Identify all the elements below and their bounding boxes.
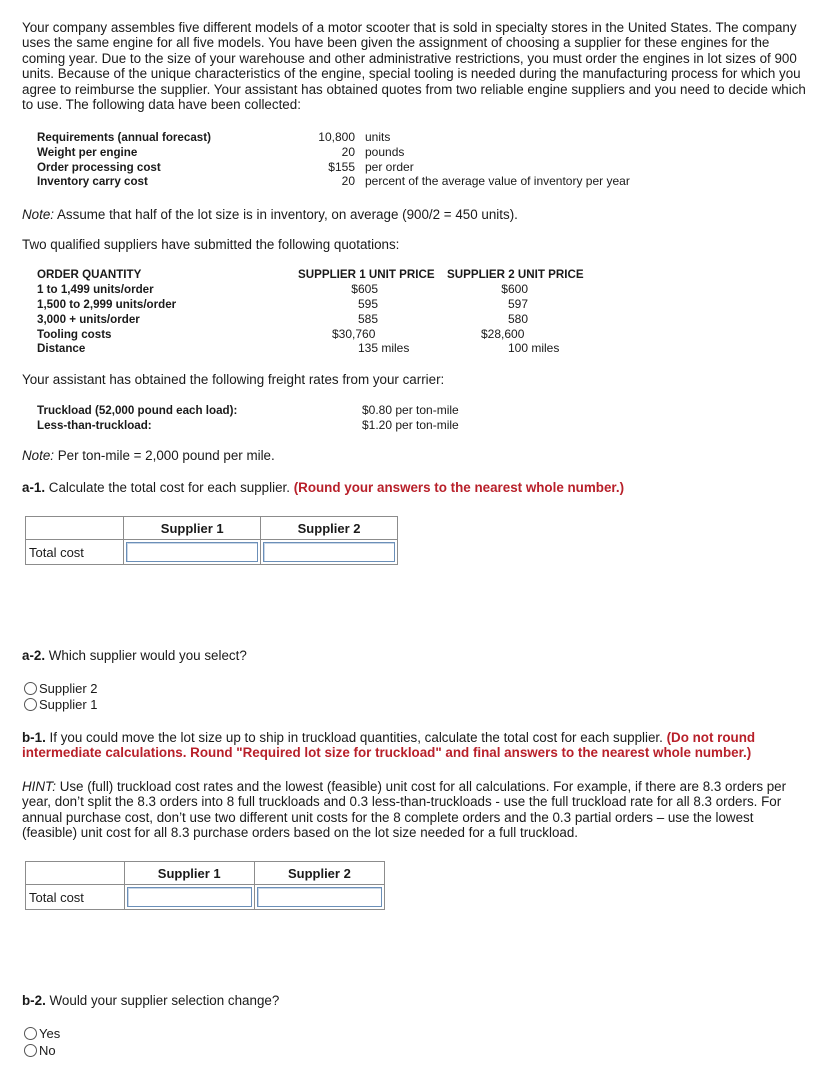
radio-button[interactable] [24,1044,37,1057]
radio-button[interactable] [24,698,37,711]
question-a1: a-1. Calculate the total cost for each supplier. (Round your answers to the nearest whole number.) [22,480,625,495]
freight-intro: Your assistant has obtained the following freight rates from your carrier: [22,372,445,387]
quote-supplier2-price: 580 [507,312,528,326]
question-a2: a-2. Which supplier would you select? [22,648,247,663]
answer-table-corner [26,517,124,540]
freight-label: Less-than-truckload: [37,419,152,432]
a1-supplier1-total-cost-input[interactable] [126,542,258,562]
quote-supplier1-price: 595 [357,297,378,311]
a1-supplier1-cell [124,540,261,565]
quote-supplier1-price: 585 [357,312,378,326]
quote-header-supplier2: SUPPLIER 2 UNIT PRICE [447,268,584,281]
freight-value: $1.20 per ton-mile [362,418,459,432]
requirement-value: $155 [328,160,355,174]
b1-supplier1-cell [124,885,254,910]
freight-value: $0.80 per ton-mile [362,403,459,417]
column-supplier1: Supplier 1 [124,862,254,885]
requirement-label: Requirements (annual forecast) [37,131,211,144]
question-b2: b-2. Would your supplier selection change? [22,993,280,1008]
quote-supplier1-distance: 135 miles [358,341,410,355]
b1-supplier2-total-cost-input[interactable] [257,887,382,907]
hint-paragraph: HINT: Use (full) truckload cost rates and the lowest (feasible) unit cost for all calculations. For example, if there are 8.3 orders per year, don’t split the 8.3 orders into 8 full truckloads and 0.3 less-than-truckloads - use the full truckload rate for all 8.3 orders. For annual purchase cost, don’t use two different unit costs for the 8 complete orders and the 0.3 partial orders – use the lowest (feasible) unit cost for all 8.3 purchase orders based on the lot size needed for a full truckload. [22,779,787,841]
radio-button[interactable] [24,1027,37,1040]
b1-supplier1-total-cost-input[interactable] [127,887,252,907]
question-b1: b-1. If you could move the lot size up to ship in truckload quantities, calculate the total cost for each supplier. (Do not round intermediate calculations. Round "Required lot size for truckload" and final answers to the nearest whole number.) [22,730,756,761]
column-supplier1: Supplier 1 [124,517,261,540]
requirement-value: 20 [341,174,355,188]
note-ton-mile: Note: Per ton-mile = 2,000 pound per mile. [22,448,275,463]
quote-supplier2-price: $600 [501,282,528,296]
a1-supplier2-cell [261,540,398,565]
note-lot-size: Note: Assume that half of the lot size is in inventory, on average (900/2 = 450 units). [22,207,518,222]
b1-supplier2-cell [254,885,384,910]
column-supplier2: Supplier 2 [261,517,398,540]
quote-supplier2-tooling: $28,600 [481,327,525,341]
row-total-cost: Total cost [26,885,125,910]
quote-supplier1-tooling: $30,760 [332,327,376,341]
requirement-unit: pounds [365,145,405,159]
quote-supplier1-price: $605 [351,282,378,296]
freight-label: Truckload (52,000 pound each load): [37,404,238,417]
a1-supplier2-total-cost-input[interactable] [263,542,395,562]
answer-table-corner [26,862,125,885]
requirement-unit: percent of the average value of inventory per year [365,174,630,188]
quote-row-label: 1 to 1,499 units/order [37,283,154,296]
answer-table-b1 [25,861,385,910]
requirement-label: Inventory carry cost [37,175,148,188]
requirement-unit: units [365,130,391,144]
quote-supplier2-price: 597 [507,297,528,311]
radio-button[interactable] [24,682,37,695]
requirement-value: 10,800 [318,130,355,144]
quote-row-label: Distance [37,342,86,355]
quote-header-quantity: ORDER QUANTITY [37,268,142,281]
answer-table-a1 [25,516,398,565]
quote-header-supplier1: SUPPLIER 1 UNIT PRICE [298,268,435,281]
a2-option-supplier2[interactable]: Supplier 2 [24,681,98,696]
quote-row-label: Tooling costs [37,328,112,341]
a2-option-supplier1[interactable]: Supplier 1 [24,697,98,712]
column-supplier2: Supplier 2 [254,862,384,885]
quote-supplier2-distance: 100 miles [508,341,560,355]
b2-option-no[interactable]: No [24,1043,56,1058]
requirement-unit: per order [365,160,414,174]
requirement-label: Order processing cost [37,161,161,174]
row-total-cost: Total cost [26,540,124,565]
quotes-intro: Two qualified suppliers have submitted the following quotations: [22,237,400,252]
intro-paragraph: Your company assembles five different models of a motor scooter that is sold in specialty stores in the United States. The company uses the same engine for all five models. You have been given the assignment of choosing a supplier for these engines for the coming year. Due to the size of your warehouse and other administrative restrictions, you must order the engines in lot sizes of 900 units. Because of the unique characteristics of the engine, special tooling is needed during the manufacturing process for which you agree to reimburse the supplier. Your assistant has obtained quotes from two reliable engine suppliers and you need to decide which to use. The following data have been collected: [22,20,806,113]
requirement-label: Weight per engine [37,146,138,159]
quote-row-label: 1,500 to 2,999 units/order [37,298,177,311]
requirement-value: 20 [341,145,355,159]
quote-row-label: 3,000 + units/order [37,313,140,326]
b2-option-yes[interactable]: Yes [24,1026,60,1041]
